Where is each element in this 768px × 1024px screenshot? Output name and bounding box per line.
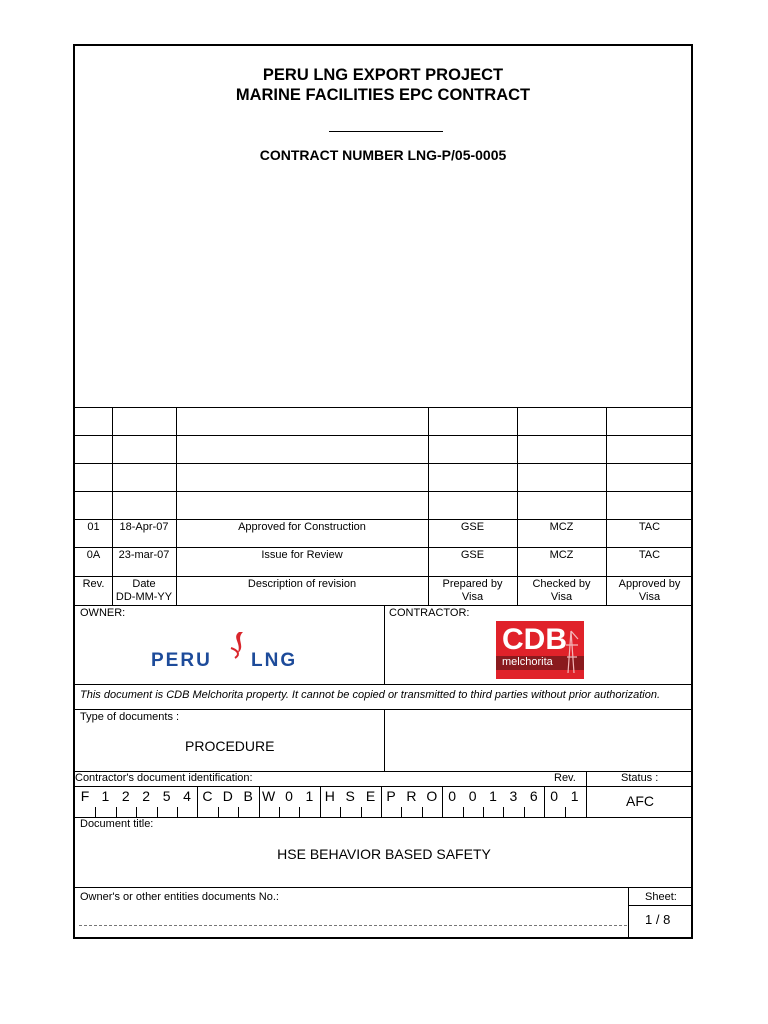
doc-code-char: F: [80, 788, 90, 804]
code-tick: [463, 807, 464, 817]
code-tick: [565, 807, 566, 817]
doc-code-char: 1: [570, 788, 579, 804]
doc-code-char: 4: [183, 788, 191, 804]
doc-code-char: 2: [142, 788, 151, 804]
doc-code-char: 1: [489, 788, 497, 804]
code-tick: [95, 807, 96, 817]
code-tick: [524, 807, 525, 817]
code-tick: [299, 807, 300, 817]
doc-type-label: Type of documents :: [80, 711, 180, 723]
sheet-label: Sheet:: [645, 891, 677, 903]
document-frame: PERU LNG EXPORT PROJECT MARINE FACILITIES EPC CONTRACT CONTRACT NUMBER LNG-P/05-0005 01 18-Apr-07 Approved for Construction GSE MCZ TAC 0A 23-mar-07 Issue for Review GSE MCZ TAC Rev. Date DD-MM-YY Description of revision Prepared by Visa Checked by Visa Approved by Visa OWNER: CONTRACTOR: PERU LNG CDB melchorita This document is CDB Melchorita property. It cannot be copied or transmitted to third parties without prior authorization. Type of documents : PROCEDURE Contractor's document identification: Rev. Status : F 1 2 2 5 4 C D B W 0 1 H S E P R O 0 0 1 3 6 0 1 AFC Document title: HSE BEHAVIOR BASED SAFETY Owner's or other entities documents No.: Sheet: 1 / 8: [73, 44, 693, 939]
owner-docs-line: [79, 925, 627, 926]
tower-icon: [562, 625, 582, 675]
title-underline: [329, 131, 443, 132]
confidentiality-notice: This document is CDB Melchorita property. It cannot be copied or transmitted to third parties without prior authorization.: [80, 689, 661, 701]
owner-label: OWNER:: [80, 607, 126, 619]
contract-number: CONTRACT NUMBER LNG-P/05-0005: [259, 147, 507, 163]
doc-code-char: 0: [468, 788, 477, 804]
doc-title-value: HSE BEHAVIOR BASED SAFETY: [277, 846, 491, 862]
owner-docs-label: Owner's or other entities documents No.:: [80, 891, 279, 903]
code-tick: [116, 807, 117, 817]
cdb-melchorita-logo: CDB melchorita: [496, 621, 584, 679]
doc-code-char: 5: [162, 788, 171, 804]
peru-lng-logo: PERU LNG: [151, 628, 311, 668]
code-tick: [279, 807, 280, 817]
contractor-label: CONTRACTOR:: [389, 607, 470, 619]
doc-code-char: 0: [550, 788, 559, 804]
doc-code-char: 3: [509, 788, 518, 804]
doc-code-char: R: [406, 788, 417, 804]
sheet-value: 1 / 8: [645, 912, 671, 927]
doc-code-char: S: [345, 788, 355, 804]
code-tick: [503, 807, 504, 817]
code-tick: [340, 807, 341, 817]
doc-code-char: 2: [121, 788, 130, 804]
code-tick: [136, 807, 137, 817]
doc-code-char: 1: [101, 788, 110, 804]
doc-code-char: D: [222, 788, 233, 804]
code-tick: [238, 807, 239, 817]
rev-table-top: [75, 407, 693, 408]
doc-code-char: H: [324, 788, 335, 804]
code-tick: [422, 807, 423, 817]
code-tick: [361, 807, 362, 817]
doc-code-char: 6: [529, 788, 538, 804]
doc-id-label: Contractor's document identification:: [75, 772, 253, 784]
doc-code-char: O: [426, 788, 438, 804]
doc-code-char: 0: [285, 788, 293, 804]
code-tick: [157, 807, 158, 817]
code-tick: [177, 807, 178, 817]
rev-label: Rev.: [554, 772, 576, 784]
doc-code-char: P: [386, 788, 396, 804]
doc-type-value: PROCEDURE: [185, 738, 275, 754]
code-tick: [401, 807, 402, 817]
doc-title-label: Document title:: [80, 818, 154, 830]
doc-code-char: 0: [448, 788, 457, 804]
code-tick: [218, 807, 219, 817]
status-value: AFC: [626, 793, 654, 809]
project-title: PERU LNG EXPORT PROJECT: [262, 66, 504, 84]
doc-code-char: 1: [305, 788, 314, 804]
contract-title: MARINE FACILITIES EPC CONTRACT: [235, 86, 531, 104]
status-label: Status :: [621, 772, 659, 784]
doc-code-char: W: [261, 788, 276, 804]
doc-code-char: C: [202, 788, 213, 804]
code-tick: [483, 807, 484, 817]
doc-code-char: B: [243, 788, 253, 804]
doc-code-char: E: [365, 788, 376, 804]
